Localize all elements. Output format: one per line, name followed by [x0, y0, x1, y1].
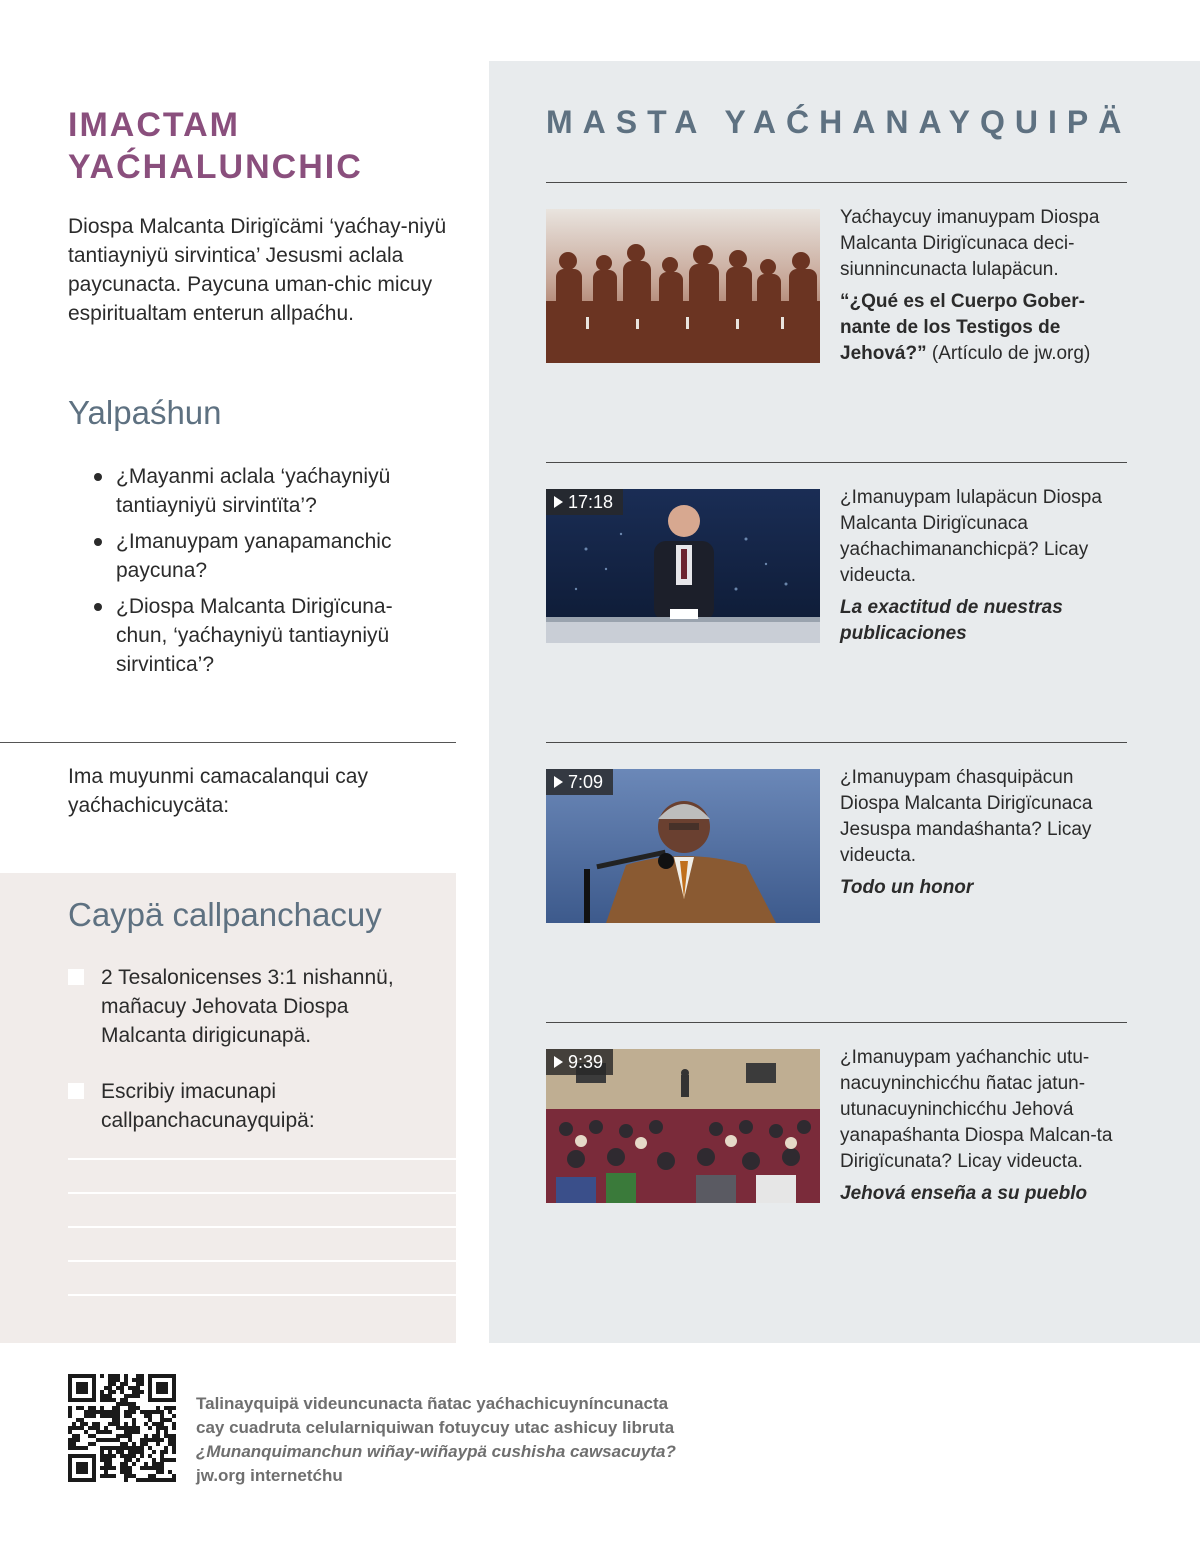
footer-text — [196, 1392, 756, 1488]
goal-item — [68, 1077, 428, 1137]
resource-description: ¿Imanuypam lulapäcun Diospa Malcanta Dirigïcunaca yaćhachimananchicpä? Licay videucta. — [840, 487, 1102, 586]
note-text: Ima muyunmi camacalanqui cay yaćhachicuycäta: — [68, 765, 368, 817]
divider — [546, 182, 1127, 183]
checkbox[interactable] — [68, 1083, 84, 1099]
resource-citation — [840, 289, 1135, 367]
divider — [0, 742, 456, 743]
goal-title: Caypä callpanchacuy — [68, 896, 382, 933]
resource-description: ¿Imanuypam yaćhanchic utu-nacuyninchicćhu ñatac jatun-utunacuyninchicćhu Jehová yanapaśhanta Diospa Malcan-ta Dirigïcunata? Licay videucta. — [840, 1047, 1113, 1172]
summary-title-line2: YAĆHALUNCHIC — [68, 148, 363, 186]
video-duration: 7:09 — [568, 772, 604, 792]
summary-title — [68, 104, 468, 188]
explore-title: MASTA YAĆHANAYQUIPÄ — [546, 104, 1132, 140]
video-thumbnail[interactable] — [546, 769, 820, 923]
resource-article — [840, 205, 1135, 367]
resource-video — [840, 1045, 1135, 1207]
video-thumbnail[interactable] — [546, 1049, 820, 1203]
divider — [546, 742, 1127, 743]
footer-line: cay cuadruta celularniquiwan fotuycuy utac ashicuy libruta — [196, 1418, 675, 1437]
checkbox[interactable] — [68, 969, 84, 985]
goal-item-text: 2 Tesalonicenses 3:1 nishannü, mañacuy Jehovata Diospa Malcanta dirigicunapä. — [101, 966, 394, 1047]
writing-line[interactable] — [68, 1226, 456, 1228]
summary-text: Diospa Malcanta Dirigïcämi ‘yaćhay-niyü tantiayniyü sirvintica’ Jesusmi aclala paycunacta. Paycuna uman-chic micuy espiritualtam enterun allpaćhu. — [68, 215, 447, 325]
resource-description: ¿Imanuypam ćhasquipäcun Diospa Malcanta Dirigïcunaca Jesuspa mandaśhanta? Licay videucta. — [840, 767, 1093, 866]
divider — [546, 462, 1127, 463]
article-thumbnail[interactable] — [546, 209, 820, 363]
resource-description: Yaćhaycuy imanuypam Diospa Malcanta Dirigïcunaca deci-siunnincunacta lulapäcun. — [840, 207, 1100, 280]
review-question: ¿Mayanmi aclala ‘yaćhayniyü tantiayniyü sirvintïta’? — [92, 462, 432, 520]
video-title[interactable]: Jehová enseña a su pueblo — [840, 1183, 1088, 1204]
footer-book-title[interactable]: ¿Munanquimanchun wiñay-wiñaypä cushisha cawsacuyta? — [196, 1442, 676, 1461]
video-duration-badge — [546, 1049, 613, 1075]
play-icon — [554, 1056, 563, 1068]
article-source: (Artículo de jw.org) — [926, 343, 1091, 364]
writing-line[interactable] — [68, 1192, 456, 1194]
review-question: ¿Diospa Malcanta Dirigïcuna-chun, ‘yaćhayniyü tantiayniyü sirvintica’? — [92, 592, 432, 679]
review-question-list — [92, 462, 432, 686]
qr-code-icon — [68, 1374, 176, 1482]
summary-title-line1: IMACTAM — [68, 106, 240, 144]
writing-line[interactable] — [68, 1260, 456, 1262]
article-title[interactable]: “¿Qué es el Cuerpo Gober-nante de los Testigos de Jehová?” — [840, 291, 1085, 364]
review-title: Yalpaśhun — [68, 394, 222, 431]
silhouette-meeting-image — [546, 209, 820, 363]
divider — [546, 1022, 1127, 1023]
footer-line: Talinayquipä videuncunacta ñatac yaćhachicuyníncunacta — [196, 1394, 669, 1413]
footer-website[interactable]: jw.org internetćhu — [196, 1466, 343, 1485]
resource-video — [840, 485, 1135, 647]
video-duration: 17:18 — [568, 492, 614, 512]
play-icon — [554, 776, 563, 788]
video-thumbnail[interactable] — [546, 489, 820, 643]
goal-item — [68, 963, 428, 1053]
goal-item-text: Escribiy imacunapi callpanchacunayquipä: — [101, 1080, 315, 1132]
qr-code[interactable] — [68, 1374, 176, 1482]
play-icon — [554, 496, 563, 508]
video-duration-badge — [546, 769, 613, 795]
video-duration: 9:39 — [568, 1052, 604, 1072]
review-question: ¿Imanuypam yanapamanchic paycuna? — [92, 527, 432, 585]
writing-line[interactable] — [68, 1158, 456, 1160]
video-duration-badge — [546, 489, 623, 515]
video-title[interactable]: La exactitud de nuestras publicaciones — [840, 597, 1063, 644]
writing-line[interactable] — [68, 1294, 456, 1296]
resource-video — [840, 765, 1135, 901]
video-title[interactable]: Todo un honor — [840, 877, 974, 898]
